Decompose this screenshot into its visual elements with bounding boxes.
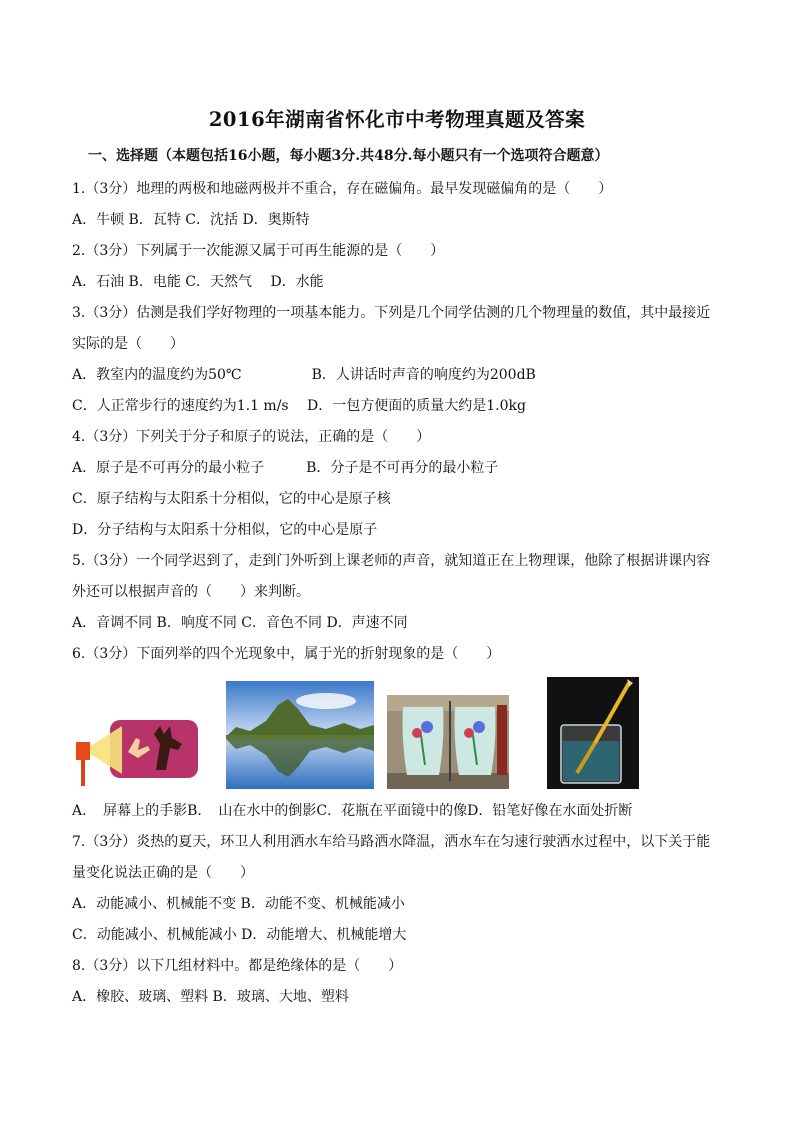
pencil-in-water-image <box>547 677 639 789</box>
question-4: 4.（3分）下列关于分子和原子的说法，正确的是（ ） <box>72 429 431 445</box>
question-5-options: A．音调不同 B．响度不同 C．音色不同 D．声速不同 <box>72 615 408 631</box>
page-title: 2016年湖南省怀化市中考物理真题及答案 <box>208 108 586 131</box>
question-5: 5.（3分）一个同学迟到了，走到门外听到上课老师的声音，就知道正在上物理课，他除了根据讲课内容 <box>72 553 711 569</box>
question-4-options-ab: A．原子是不可再分的最小粒子 B．分子是不可再分的最小粒子 <box>72 460 499 476</box>
question-2: 2.（3分）下列属于一次能源又属于可再生能源的是（ ） <box>72 243 445 259</box>
question-8: 8.（3分）以下几组材料中。都是绝缘体的是（ ） <box>72 958 403 974</box>
question-7: 7.（3分）炎热的夏天，环卫人利用洒水车给马路洒水降温，洒水车在匀速行驶洒水过程中，以下关于能 <box>72 834 711 850</box>
question-7-cont: 量变化说法正确的是（ ） <box>72 865 254 881</box>
question-5-cont: 外还可以根据声音的（ ）来判断。 <box>72 584 310 600</box>
question-6: 6.（3分）下面列举的四个光现象中，属于光的折射现象的是（ ） <box>72 646 501 662</box>
question-7-options-ab: A．动能减小、机械能不变 B．动能不变、机械能减小 <box>72 896 405 912</box>
question-8-options: A．橡胶、玻璃、塑料 B．玻璃、大地、塑料 <box>72 989 349 1005</box>
section-heading: 一、选择题（本题包括16小题，每小题3分.共48分.每小题只有一个选项符合题意） <box>88 148 609 164</box>
mountain-reflection-image <box>226 681 374 789</box>
question-6-options: A． 屏幕上的手影B． 山在水中的倒影C．花瓶在平面镜中的像D．铅笔好像在水面处折断 <box>72 803 633 819</box>
question-3-options-ab: A．教室内的温度约为50℃ B．人讲话时声音的响度约为200dB <box>72 367 536 383</box>
question-3: 3.（3分）估测是我们学好物理的一项基本能力。下列是几个同学估测的几个物理量的数值，其中最接近 <box>72 305 711 321</box>
question-3-options-cd: C．人正常步行的速度约为1.1 m/s D．一包方便面的质量大约是1.0kg <box>72 398 526 414</box>
question-7-options-cd: C．动能减小、机械能减小 D．动能增大、机械能增大 <box>72 927 407 943</box>
question-1: 1.（3分）地理的两极和地磁两极并不重合，存在磁偏角。最早发现磁偏角的是（ ） <box>72 181 613 197</box>
question-4-option-d: D．分子结构与太阳系十分相似，它的中心是原子 <box>72 522 378 538</box>
question-3-cont: 实际的是（ ） <box>72 336 184 352</box>
vase-mirror-image <box>387 695 509 789</box>
hand-shadow-image <box>72 712 204 792</box>
question-2-options: A．石油 B．电能 C．天然气 D．水能 <box>72 274 324 290</box>
question-1-options: A．牛顿 B．瓦特 C．沈括 D．奥斯特 <box>72 212 310 228</box>
question-4-option-c: C．原子结构与太阳系十分相似，它的中心是原子核 <box>72 491 391 507</box>
